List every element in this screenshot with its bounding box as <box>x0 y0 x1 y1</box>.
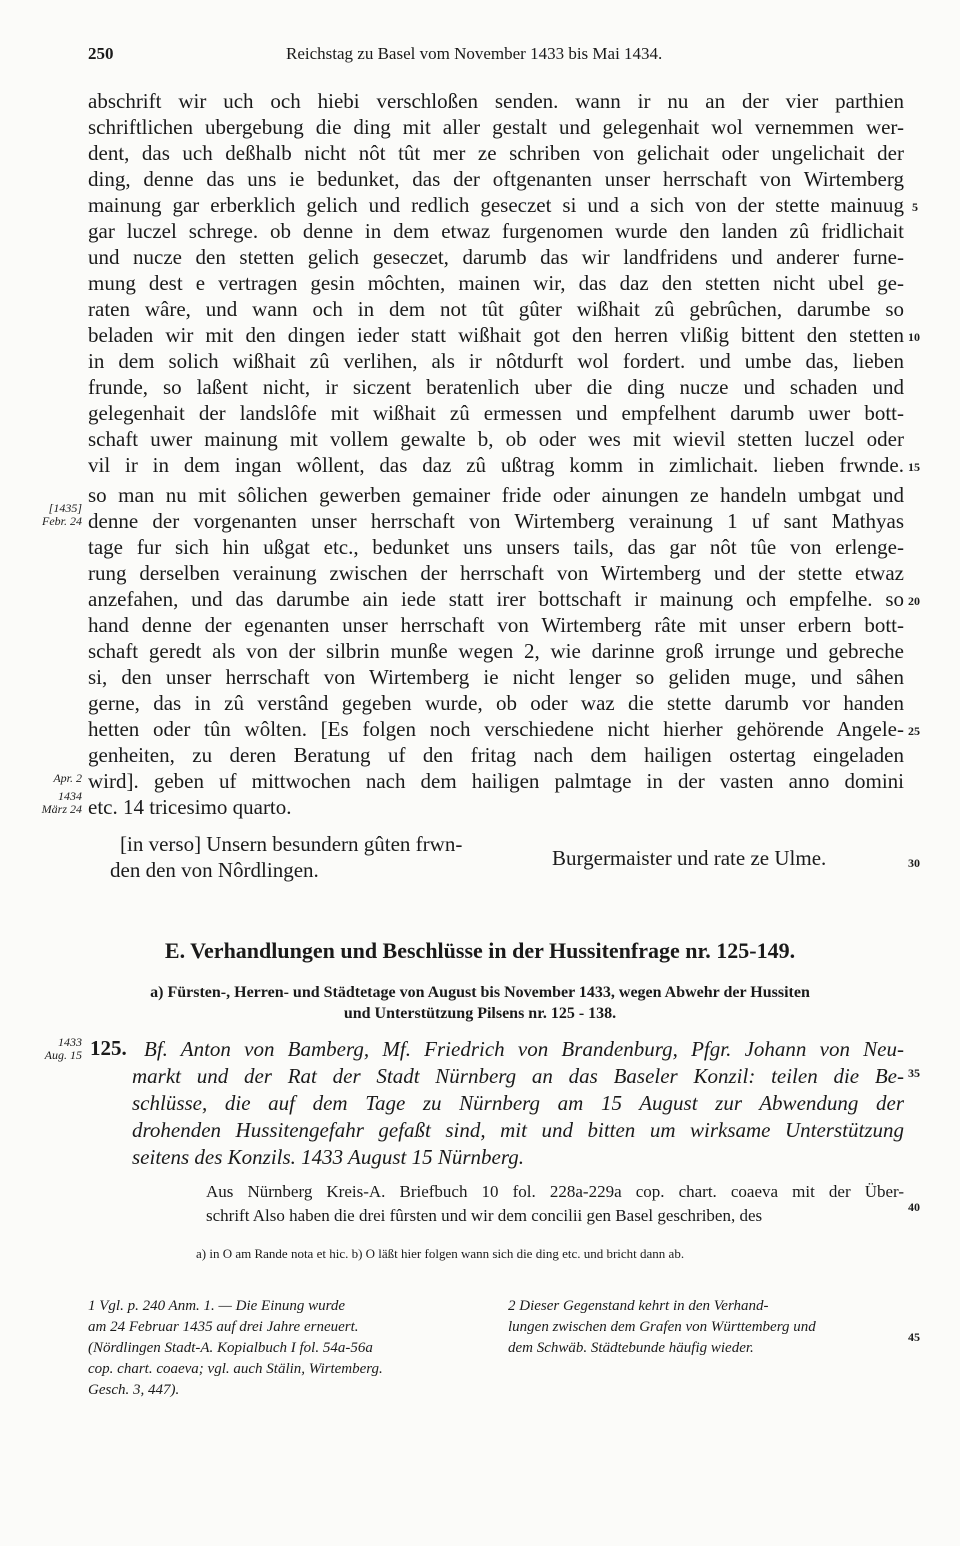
body-line: mainung gar erberklich gelich und redlich geseczet si und a sich von der stette mainuug <box>88 193 904 217</box>
body-line: gar luczel schrege. ob denne in dem etwaz furgenomen wurde den landen zû fridlichait <box>88 219 904 243</box>
body-line: schaft uwer mainung mit vollem gewalte b, ob oder wes mit wievil stetten luczel oder <box>88 427 904 451</box>
body-line: anzefahen, und das darumbe ain iede statt irer bottschaft ir mainung och empfelhe. so <box>88 587 904 611</box>
body-line: si, den unser herrschaft von Wirtemberg ie nicht lenger so geliden muge, und sâhen <box>88 665 904 689</box>
line-number: 25 <box>908 724 920 738</box>
subsection-heading: und Unterstützung Pilsens nr. 125 - 138. <box>343 1005 617 1022</box>
margin-date-note: 1434 März 24 <box>41 789 82 816</box>
letter-sender: Burgermaister und rate ze Ulme. <box>552 846 827 870</box>
body-line: so man nu mit sôlichen gewerben gemainer fride oder ainungen ze handeln umbgat und <box>88 483 904 507</box>
body-line: und nucze den stetten gelich geseczet, darumb das wir landfridens und anderer furne- <box>88 245 904 269</box>
body-line: dent, das uch deßhalb nicht nôt tût mer ze schriben von gelichait oder ungelichait der <box>88 141 904 165</box>
section-heading: E. Verhandlungen und Beschlüsse in der Hussitenfrage nr. 125-149. <box>164 938 796 963</box>
body-line: vil ir in dem ingan wôllent, das daz zû ußtrag komm in zimlichait. lieben frwnde. <box>88 453 904 477</box>
document-number: 125. <box>90 1036 127 1060</box>
body-line: gelegenhait der landslôfe mit wißhait zû ermessen und empfelhent darumb uwer bott- <box>88 401 904 425</box>
line-number: 35 <box>908 1066 920 1080</box>
body-line: hetten oder tûn wôlten. [Es folgen noch verschiedene nicht hierher gehörende Angele- <box>88 717 904 741</box>
regest-line: drohenden Hussitengefahr gefaßt sind, mit und bitten um wirksame Unterstützung <box>132 1118 904 1142</box>
source-note: Aus Nürnberg Kreis-A. Briefbuch 10 fol. 228a-229a cop. chart. coaeva mit der Über- <box>206 1182 904 1201</box>
regest-line: seitens des Konzils. 1433 August 15 Nürnberg. <box>132 1145 525 1169</box>
address-line: den den von Nôrdlingen. <box>110 858 319 882</box>
line-number: 15 <box>908 460 920 474</box>
body-line: abschrift wir uch och hiebi verschloßen senden. wann ir nu an der vier parthien <box>88 89 904 113</box>
body-line: schriftlichen ubergebung die ding mit aller gestalt und gelegenhait wol vernemmen wer- <box>88 115 904 139</box>
line-number: 30 <box>908 856 920 870</box>
margin-date-note: 1433 Aug. 15 <box>44 1035 82 1062</box>
line-number: 45 <box>908 1330 920 1344</box>
body-line: schaft geredt als von der silbrin munße wegen 2, wie darinne groß irrunge und gebreche <box>88 639 904 663</box>
line-number: 40 <box>908 1200 920 1214</box>
body-line: gerne, das in zû verstând gegeben wurde, ob oder waz die stette darumb vor handen <box>88 691 904 715</box>
regest-line: schlüsse, die auf dem Tage zu Nürnberg am 15 August zur Abwendung der <box>132 1091 904 1115</box>
variant-apparatus: a) in O am Rande nota et hic. b) O läßt hier folgen wann sich die ding etc. und bricht dann ab. <box>196 1246 685 1261</box>
body-line: frunde, so laßent nicht, ir siczent beratenlich uber die ding nucze und schaden und <box>88 375 904 399</box>
line-number: 5 <box>912 200 918 214</box>
body-line: hand denne der egenanten unser herrschaft von Wirtemberg râte mit unser erbern bott- <box>88 613 904 637</box>
body-line: in dem solich wißhait zû verlihen, als ir nôtdurft wol fordert. und umbe das, lieben <box>88 349 904 373</box>
line-number: 20 <box>908 594 920 608</box>
running-title: Reichstag zu Basel vom November 1433 bis Mai 1434. <box>286 44 663 63</box>
body-line: rung derselben verainung zwischen der herrschaft von Wirtemberg und der stette etwaz <box>88 561 904 585</box>
margin-date-note: Apr. 2 <box>53 771 82 785</box>
margin-date-note: [1435] Febr. 24 <box>42 501 82 528</box>
footnote-2: 2 Dieser Gegenstand kehrt in den Verhand- lungen zwischen dem Grafen von Württemberg und dem Schwäb. Städtebunde häufig wieder. <box>508 1298 816 1356</box>
page-number: 250 <box>88 44 114 63</box>
regest-line: markt und der Rat der Stadt Nürnberg an das Baseler Konzil: teilen die Be- <box>132 1064 904 1088</box>
body-line: denne der vorgenanten unser herrschaft von Wirtemberg verainung 1 uf sant Mathyas <box>88 509 904 533</box>
address-line: [in verso] Unsern besundern gûten frwn- <box>120 832 463 856</box>
body-line: raten wâre, und wann och in dem not tût gûter wißhait zû gebrûchen, darumbe so <box>88 297 904 321</box>
footnote-1: 1 Vgl. p. 240 Anm. 1. — Die Einung wurde am 24 Februar 1435 auf drei Jahre erneuert. (Nördlingen Stadt-A. Kopialbuch I fol. 54a-56a cop. chart. coaeva; vgl. auch Stälin, Wirtemberg. Gesch. 3, 447). <box>88 1298 383 1398</box>
source-note: schrift Also haben die drei fûrsten und wir dem concilii gen Basel geschriben, des <box>206 1206 763 1225</box>
subsection-heading: a) Fürsten-, Herren- und Städtetage von August bis November 1433, wegen Abwehr der Hussiten <box>150 984 810 1001</box>
body-line: genheiten, zu deren Beratung uf den fritag nach dem hailigen ostertag eingeladen <box>88 743 904 767</box>
body-line: wird]. geben uf mittwochen nach dem hailigen palmtage in der vasten anno domini <box>88 769 904 793</box>
body-line: etc. 14 tricesimo quarto. <box>88 795 292 819</box>
body-line: beladen wir mit den dingen ieder statt wißhait got den herren vlißig bittent den stetten <box>88 323 904 347</box>
line-number: 10 <box>908 330 920 344</box>
body-line: mung dest e vertragen gesin môchten, mainen wir, das daz den stetten nicht ubel ge- <box>88 271 904 295</box>
regest-line: Bf. Anton von Bamberg, Mf. Friedrich von Brandenburg, Pfgr. Johann von Neu- <box>144 1037 904 1061</box>
body-line: ding, denne das uns ie bedunket, das der oftgenanten unser herrschaft von Wirtemberg <box>88 167 904 191</box>
body-line: tage fur sich hin ußgat etc., bedunket uns unsers tails, das gar nôt tûe von erlenge- <box>88 535 904 559</box>
